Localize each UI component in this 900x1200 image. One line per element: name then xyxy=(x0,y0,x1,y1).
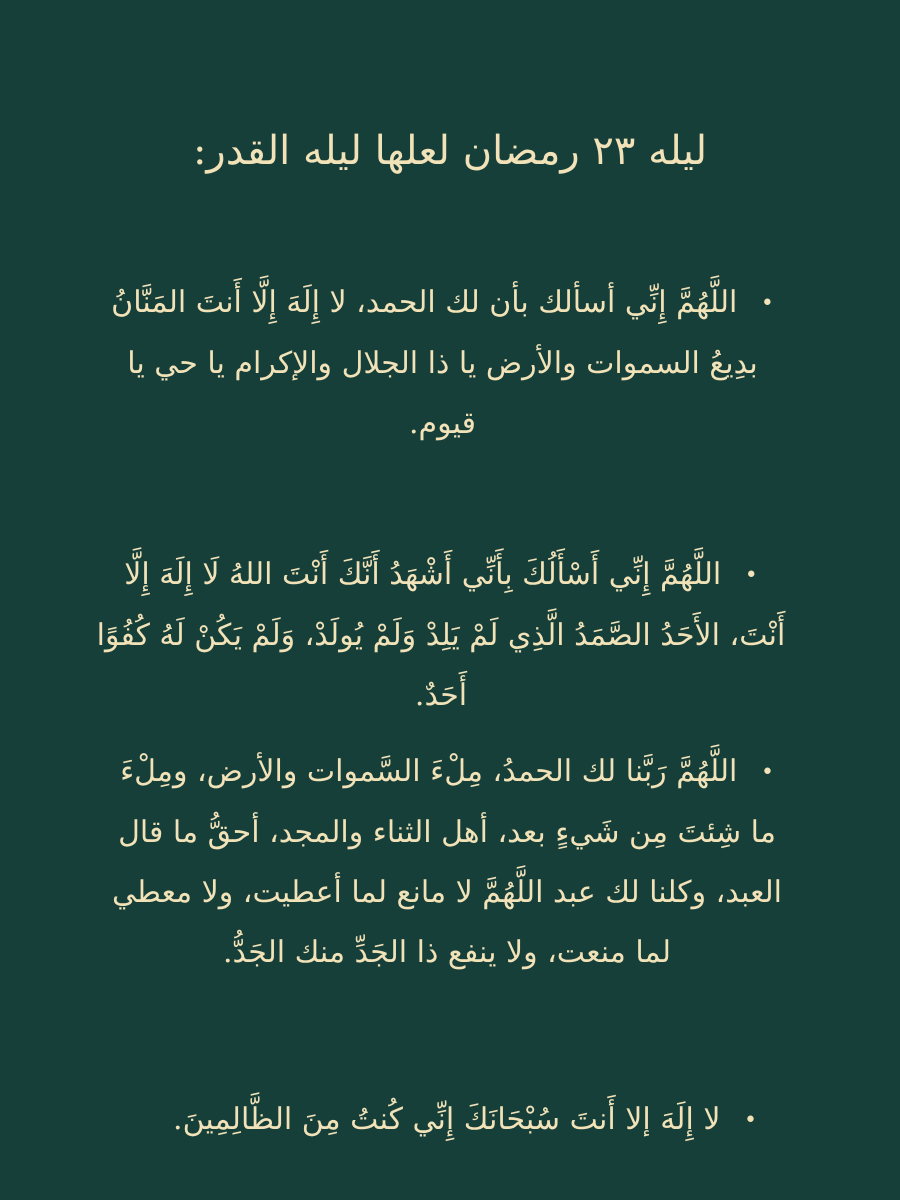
bullet-icon: • xyxy=(744,563,758,588)
dua-item-1 xyxy=(110,273,775,454)
dua-item-2 xyxy=(92,545,790,726)
bullet-icon: • xyxy=(760,760,774,785)
dua-item-4 xyxy=(150,1090,780,1151)
bullet-icon: • xyxy=(743,1108,757,1133)
dua-text-1: اللَّهُمَّ إِنِّي أسألك بأن لك الحمد، لا إِلَهَ إِلَّا أَنتَ المَنَّانُ بدِيعُ السموات والأرض يا ذا الجلال والإكرام يا حي يا قيوم. xyxy=(111,285,758,441)
page-title: ليله ٢٣ رمضان لعلها ليله القدر: xyxy=(192,128,708,174)
dua-item-3 xyxy=(104,742,790,983)
dua-text-3: اللَّهُمَّ رَبَّنا لك الحمدُ، مِلْءَ السَّموات والأرض، ومِلْءَ ما شِئتَ مِن شَيءٍ بعد، أهل الثناء والمجد، أحقُّ ما قال العبد، وكلنا لك عبد اللَّهُمَّ لا مانع لما أعطيت، ولا معطي لما منعت، ولا ينفع ذا الجَدِّ منك الجَدُّ. xyxy=(111,754,783,970)
bullet-icon: • xyxy=(760,291,774,316)
dua-text-2: اللَّهُمَّ إِنِّي أَسْأَلُكَ بِأَنِّي أَشْهَدُ أَنَّكَ أَنْتَ اللهُ لَا إِلَهَ إِلَّا أَنْتَ، الأَحَدُ الصَّمَدُ الَّذِي لَمْ يَلِدْ وَلَمْ يُولَدْ، وَلَمْ يَكُنْ لَهُ كُفُوًا أَحَدٌ. xyxy=(96,557,786,713)
dua-text-4: لا إِلَهَ إلا أَنتَ سُبْحَانَكَ إِنِّي كُنتُ مِنَ الظَّالِمِينَ. xyxy=(173,1102,721,1137)
